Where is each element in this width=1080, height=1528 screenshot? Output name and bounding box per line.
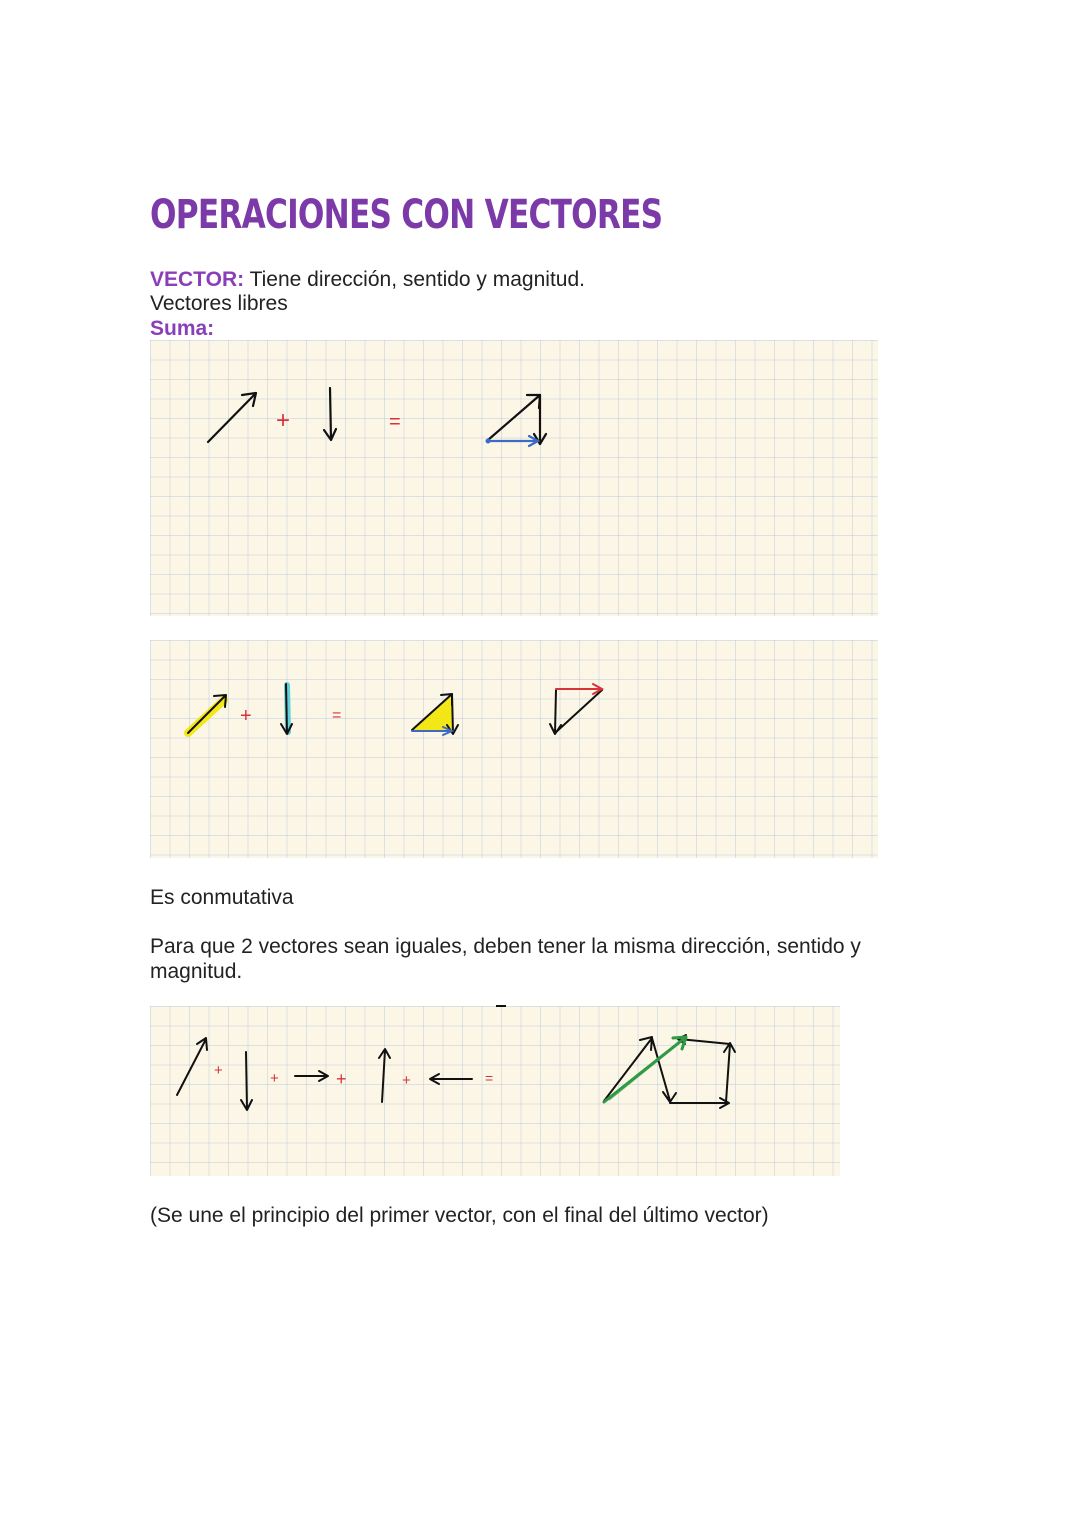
plus-sign: + <box>214 1062 223 1079</box>
vector-3-arrow <box>295 1071 328 1081</box>
plus-sign: + <box>270 1070 279 1087</box>
equals-sign: = <box>485 1070 494 1086</box>
polygon-rule-text: (Se une el principio del primer vector, con el final del último vector) <box>150 1204 769 1227</box>
vector-2-arrow <box>241 1052 252 1110</box>
equality-text: Para que 2 vectores sean iguales, deben tener la misma dirección, sentido y magnitud. <box>150 935 861 983</box>
plus-sign: + <box>240 705 252 727</box>
commuted-resultant <box>556 684 602 694</box>
result-vector-b <box>534 395 546 444</box>
vector-4-arrow <box>379 1049 390 1102</box>
resultant-vector <box>488 436 538 446</box>
equals-sign: = <box>332 707 342 724</box>
commutative-text: Es conmutativa <box>150 886 294 909</box>
sum-diagram-1 <box>150 340 878 616</box>
commuted-vector-b <box>550 690 561 734</box>
vector-b-arrow <box>324 388 336 440</box>
vector-a-arrow <box>188 695 226 733</box>
commuted-vector-a <box>555 690 602 733</box>
plus-sign: + <box>276 407 291 434</box>
vector-5-arrow <box>430 1074 472 1084</box>
suma-label: Suma: <box>150 317 215 340</box>
vector-1-arrow <box>177 1038 207 1095</box>
vector-definition-text: Tiene dirección, sentido y magnitud. <box>244 268 585 291</box>
poly-vector-3 <box>670 1098 729 1108</box>
polygon-sum-diagram <box>150 1006 840 1176</box>
free-vectors-text: Vectores libres <box>150 292 288 315</box>
vector-definition <box>150 268 585 292</box>
equals-sign: = <box>389 411 401 433</box>
plus-sign: + <box>336 1069 347 1089</box>
pen-mark <box>496 1005 506 1007</box>
result-vector-a <box>488 395 540 440</box>
page-title: OPERACIONES CON VECTORES <box>150 192 663 238</box>
vector-label: VECTOR: <box>150 268 245 291</box>
sum-diagram-2 <box>150 640 878 858</box>
plus-sign: + <box>402 1072 411 1089</box>
poly-vector-4 <box>724 1043 735 1102</box>
vector-a-arrow <box>208 393 256 442</box>
